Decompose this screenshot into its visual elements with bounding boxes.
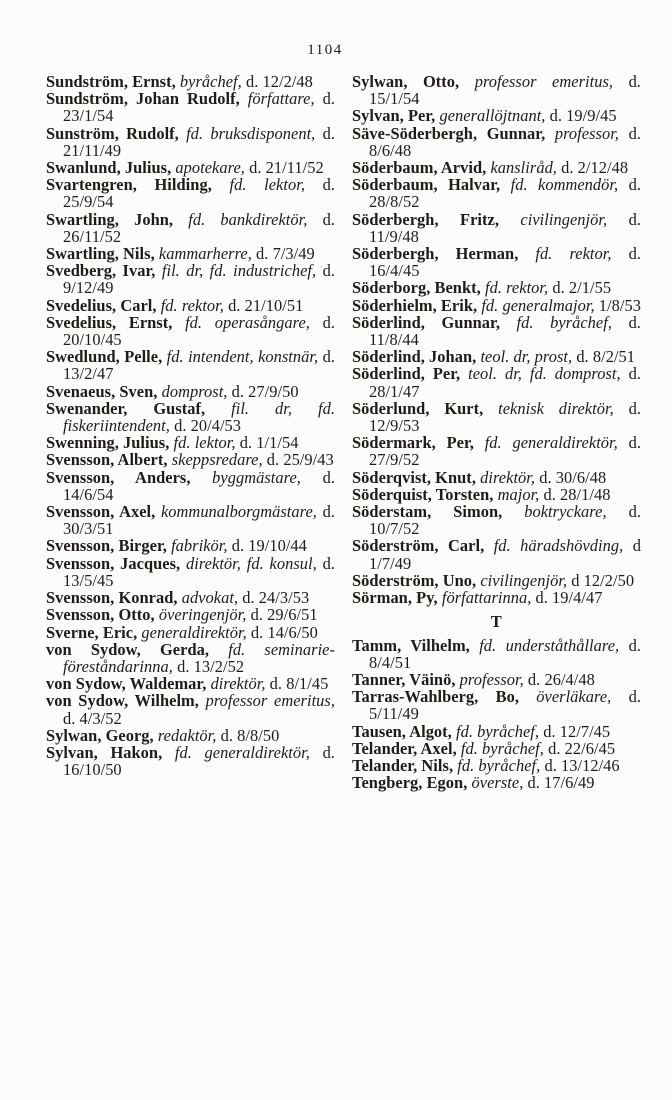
entry-name: Svedelius, Carl, [46,295,157,315]
entry-role: civilingenjör, [520,209,608,229]
entry-name: Söderlind, Gunnar, [352,312,500,332]
entry-name: Svensson, Anders, [46,467,191,487]
entry-role: civilingenjör, [480,570,568,590]
entry-role: professor emeritus, [474,72,614,91]
entry-date: d 12/2/50 [571,570,635,590]
entry-role: fd. häradshövding, [493,536,624,556]
entry-name: Swartling, John, [46,209,174,229]
entry-name: Sylwan, Otto, [352,72,460,91]
entry-date: d. 21/10/51 [228,295,304,315]
entry-role: teol. dr, fd. domprost, [468,364,621,384]
entry-role: kammarherre, [158,244,252,264]
directory-entry [46,383,335,400]
entry-name: Södermark, Per, [352,433,474,453]
entry-date: d. 26/11/52 [63,209,335,246]
entry-name: Telander, Axel, [352,738,457,758]
entry-role: fd. rektor, [484,278,549,298]
entry-date: d. 21/11/52 [249,158,324,178]
entry-date: d. 12/9/53 [369,398,641,436]
entry-role: fd. seminarieföreståndarinna, [63,639,335,676]
directory-entry [46,451,335,468]
entry-date: d. 8/6/48 [369,123,641,160]
entry-name: Söderborg, Benkt, [352,278,481,298]
entry-name: Söderhielm, Erik, [352,295,478,315]
entry-name: Telander, Nils, [352,755,454,775]
entry-role: fd. generaldirektör, [484,433,618,453]
entry-date: d. 28/1/47 [369,364,641,401]
entry-role: fd. rektor, [160,295,224,315]
entry-name: Sylvan, Per, [352,106,436,126]
entry-date: d. 8/8/50 [220,725,280,745]
entry-date: d. 19/4/47 [535,588,603,608]
entry-name: Söderström, Carl, [352,536,485,556]
entry-date: d. 8/4/51 [369,635,641,672]
entry-date: d. 27/9/52 [369,433,641,470]
right-column-top [352,73,641,606]
directory-entry [46,245,335,262]
entry-role: fd. byråchef, [457,755,541,775]
directory-entry [46,211,335,245]
entry-date: d. 14/6/54 [63,467,335,504]
entry-name: Söderquist, Torsten, [352,484,494,504]
entry-date: d. 19/9/45 [549,106,617,126]
entry-date: d. 12/2/48 [245,72,313,91]
entry-date: d. 1/1/54 [239,433,299,453]
entry-role: överläkare, [536,687,612,707]
entry-date: d. 10/7/52 [369,502,641,539]
directory-entry [352,589,641,606]
entry-date: d. 20/4/53 [174,416,242,436]
directory-entry [46,90,335,124]
entry-date: d. 17/6/49 [527,773,595,793]
directory-entry [46,400,335,434]
entry-date: d. 30/6/48 [539,467,607,487]
entry-role: teknisk direktör, [498,398,614,418]
entry-name: Söderqvist, Knut, [352,467,476,487]
entry-name: Svensson, Jacques, [46,553,181,573]
entry-name: Tanner, Väinö, [352,669,456,689]
entry-role: kommunalborgmästare, [160,502,317,522]
entry-name: Söderbergh, Herman, [352,244,519,264]
entry-date: 1/8/53 [598,295,641,315]
entry-date: d. 20/10/45 [63,312,336,350]
entry-date: d. 25/9/43 [266,450,334,470]
directory-entry [46,744,335,778]
entry-date: d. 19/10/44 [231,536,307,556]
directory-entry [352,314,641,348]
directory-entry [352,400,641,434]
entry-role: fd. underståthållare, [479,635,620,655]
entry-name: Söderström, Uno, [352,570,477,590]
entry-name: Swedlund, Pelle, [46,347,163,367]
entry-role: direktör, [210,674,266,694]
entry-role: byggmästare, [212,467,301,487]
entry-role: professor, [459,669,524,689]
directory-entry [46,73,335,90]
entry-role: fd. generalmajor, [481,295,595,315]
directory-entry [352,297,641,314]
entry-name: Sverne, Eric, [46,622,138,642]
directory-entry [46,297,335,314]
entry-role: fabrikör, [171,536,228,556]
entry-name: Söderlund, Kurt, [352,398,484,418]
entry-name: Swenander, Gustaf, [46,398,206,418]
directory-entry [352,434,641,468]
entry-name: von Sydow, Wilhelm, [46,691,199,711]
entry-name: Sunström, Rudolf, [46,123,179,143]
entry-name: Swanlund, Julius, [46,158,172,178]
entry-date: d. 27/9/50 [231,381,299,401]
entry-role: fd. bankdirektör, [188,209,308,229]
entry-name: Swartling, Nils, [46,244,155,264]
entry-role: byråchef, [179,72,242,91]
entry-role: fd. byråchef, [516,312,612,332]
entry-date: d. 22/6/45 [548,738,616,758]
directory-entry [352,503,641,537]
entry-date: d. 16/10/50 [63,742,335,780]
directory-entry [352,774,641,791]
entry-date: d. 11/8/44 [369,312,641,350]
entry-role: apotekare, [175,158,245,178]
entry-date: d. 12/7/45 [543,721,611,741]
directory-entry [352,365,641,399]
entry-role: redaktör, [157,725,217,745]
entry-name: Svensson, Albert, [46,450,168,470]
entry-role: fd. generaldirektör, [174,742,310,762]
directory-entry [46,641,335,675]
entry-date: d. 14/6/50 [250,622,318,642]
entry-name: Tarras-Wahlberg, Bo, [352,687,519,707]
entry-date: d. 26/4/48 [527,669,595,689]
entry-name: Sundström, Johan Rudolf, [46,89,240,109]
directory-entry [46,176,335,210]
entry-date: d. 30/3/51 [63,502,335,539]
directory-entry [46,675,335,692]
entry-role: generallöjtnant, [439,106,546,126]
directory-entry [46,469,335,503]
entry-date: d. 29/6/51 [250,605,318,625]
entry-date: d. 2/1/55 [552,278,612,298]
entry-role: fd. lektor, [229,175,305,195]
entry-date: d. 25/9/54 [63,175,335,212]
entry-date: d. 28/1/48 [543,484,611,504]
columns-container [46,73,641,791]
directory-entry [352,107,641,124]
directory-entry [352,723,641,740]
entry-date: d. 16/4/45 [369,244,641,281]
entry-name: Swenning, Julius, [46,433,170,453]
entry-role: professor, [554,123,619,143]
entry-date: d. 13/5/45 [63,553,335,590]
directory-entry [352,486,641,503]
directory-entry [46,606,335,623]
entry-name: Sundström, Ernst, [46,72,176,91]
directory-entry [352,125,641,159]
entry-role: advokat, [181,588,239,608]
directory-entry [352,671,641,688]
directory-entry [352,73,641,107]
entry-name: Sylwan, Georg, [46,725,154,745]
directory-entry [46,537,335,554]
entry-role: författare, [247,89,315,109]
entry-role: fd. lektor, [173,433,236,453]
directory-entry [352,537,641,571]
entry-name: Sörman, Py, [352,588,438,608]
directory-entry [352,469,641,486]
entry-date: d. 28/8/52 [369,175,641,212]
directory-entry [46,503,335,537]
directory-entry [352,176,641,210]
entry-name: Svartengren, Hilding, [46,175,212,195]
entry-date: d. 23/1/54 [63,89,336,126]
entry-role: fd. operasångare, [185,312,310,332]
directory-entry [352,348,641,365]
entry-date: d. 5/11/49 [369,687,641,724]
directory-entry [46,555,335,589]
entry-date: d. 15/1/54 [369,72,641,109]
entry-role: kansliråd, [490,158,557,178]
page-number: 1104 [307,42,343,58]
entry-role: fd. kommendör, [510,175,619,195]
entry-name: Säve-Söderbergh, Gunnar, [352,123,546,143]
directory-entry [352,688,641,722]
entry-date: d. 13/2/52 [177,656,245,676]
directory-entry [46,692,335,726]
entry-role: boktryckare, [524,502,607,522]
left-column [46,73,335,791]
entry-name: von Sydow, Gerda, [46,639,210,659]
directory-entry [46,589,335,606]
right-column-bottom [352,637,641,792]
entry-name: Svensson, Birger, [46,536,167,556]
entry-date: d. 9/12/49 [63,261,335,298]
entry-role: major, [497,484,540,504]
entry-name: Söderbaum, Halvar, [352,175,501,195]
entry-name: Tamm, Vilhelm, [352,635,470,655]
entry-date: d. 13/2/47 [63,347,335,384]
entry-name: Tengberg, Egon, [352,773,468,793]
entry-date: d. 4/3/52 [63,708,122,728]
directory-entry [46,159,335,176]
directory-entry [352,279,641,296]
entry-name: Tausen, Algot, [352,721,452,741]
entry-role: fd. rektor, [535,244,612,264]
entry-role: överingenjör, [158,605,247,625]
entry-name: Svedberg, Ivar, [46,261,156,281]
entry-name: Söderbergh, Fritz, [352,209,499,229]
entry-date: d. 8/2/51 [576,347,636,367]
entry-name: Svensson, Konrad, [46,588,178,608]
directory-entry [46,727,335,744]
directory-entry [352,740,641,757]
entry-name: Söderlind, Johan, [352,347,477,367]
entry-role: överste, [471,773,524,793]
entry-name: Söderbaum, Arvid, [352,158,487,178]
entry-date: d. 11/9/48 [369,209,641,246]
directory-entry [352,757,641,774]
entry-date: d. 21/11/49 [63,123,335,160]
entry-role: fd. bruksdisponent, [186,123,316,143]
directory-entry [46,262,335,296]
entry-date: d. 13/12/46 [544,755,620,775]
entry-name: Svensson, Axel, [46,502,156,522]
entry-role: domprost, [161,381,228,401]
entry-role: fil. dr, fd. fiskeriintendent, [63,398,335,436]
entry-role: generaldirektör, [141,622,247,642]
right-column [352,73,641,791]
entry-role: författarinna, [441,588,532,608]
entry-role: teol. dr, prost, [480,347,573,367]
entry-name: Söderstam, Simon, [352,502,503,522]
directory-entry [46,314,335,348]
section-heading-t: T [490,612,503,632]
entry-date: d. 7/3/49 [256,244,315,264]
entry-role: fd. intendent, konstnär, [166,347,319,367]
entry-name: von Sydow, Waldemar, [46,674,207,694]
entry-date: d. 24/3/53 [242,588,310,608]
entry-name: Svedelius, Ernst, [46,312,173,332]
entry-role: direktör, [480,467,536,487]
directory-entry [46,125,335,159]
entry-role: fil. dr, fd. industrichef, [161,261,317,281]
entry-name: Svenaeus, Sven, [46,381,158,401]
entry-date: d. 2/12/48 [561,158,629,178]
entry-role: professor emeritus, [205,691,335,711]
directory-entry [46,434,335,451]
directory-entry [352,245,641,279]
entry-role: fd. byråchef, [456,721,540,741]
entry-role: direktör, fd. konsul, [186,553,317,573]
directory-entry [352,572,641,589]
entry-date: d 1/7/49 [369,536,641,573]
entry-role: skeppsredare, [171,450,263,470]
directory-entry [46,348,335,382]
entry-role: fd. byråchef, [460,738,544,758]
directory-entry [352,159,641,176]
directory-entry [46,624,335,641]
directory-entry [352,637,641,671]
entry-name: Sylvan, Hakon, [46,742,163,762]
directory-entry [352,211,641,245]
entry-date: d. 8/1/45 [269,674,329,694]
entry-name: Söderlind, Per, [352,364,461,384]
entry-name: Svensson, Otto, [46,605,155,625]
